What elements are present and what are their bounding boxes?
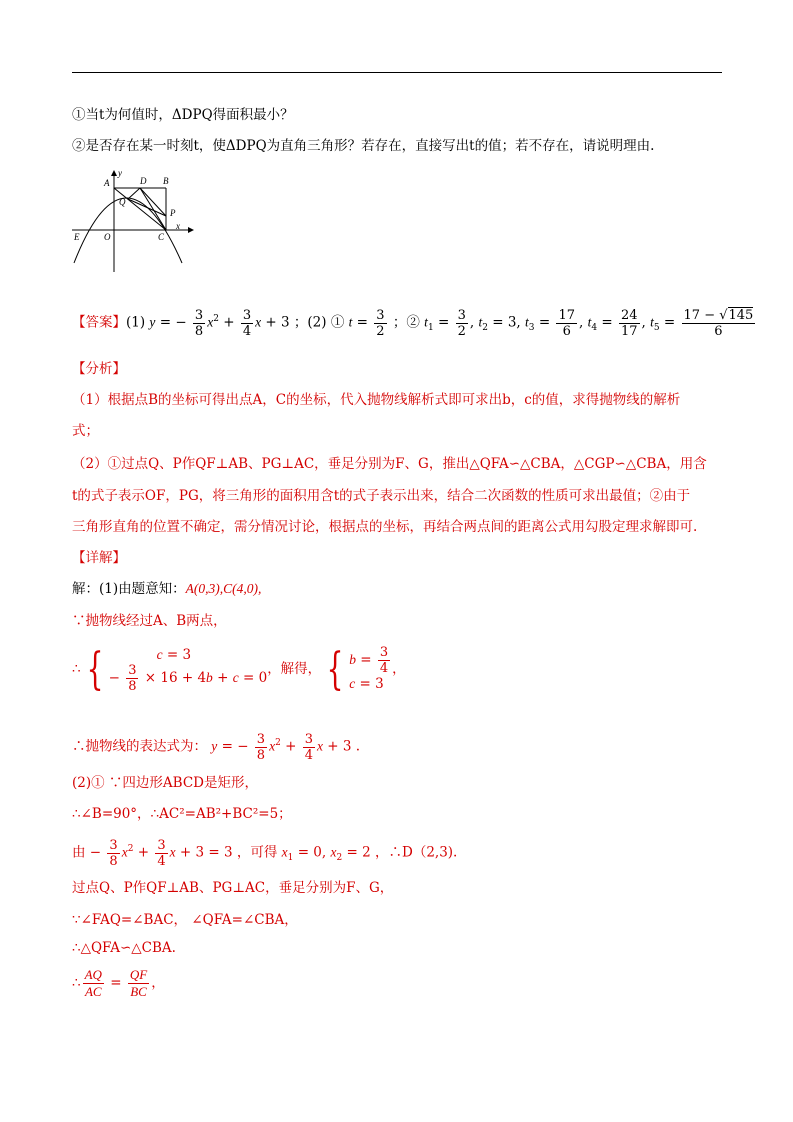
question-1: ①当t为何值时，ΔDPQ得面积最小？ <box>72 107 294 123</box>
detail-line-6: ∴∠B=90°，∴AC²=AB²+BC²=5； <box>72 806 292 822</box>
label-y: y <box>118 168 122 178</box>
analysis-line-5: 三角形直角的位置不确定，需分情况讨论，根据点的坐标，再结合两点间的距离公式用勾股定理求解即可. <box>72 519 698 535</box>
detail-line-10: ∴△QFA∽△CBA. <box>72 940 176 956</box>
answer-line: 【答案】(1) y = − $\frac{3}{8}$ $x^2$ + $\frac{3}{4}$ x + 3 ；(2) ① t = $\frac{3}{2}$ ；② $t_1$ = $\frac{3}{2}$ , $t_2 = 3$, $t_3$ = $\frac{17}{6}$ , $t_4$ = $\frac{24}{17}$ , $t_5$ = $\frac{17 - √145}{6}$ <box>72 307 754 339</box>
question-2: ②是否存在某一时刻t，使ΔDPQ为直角三角形？若存在，直接写出t的值；若不存在，请说明理由. <box>72 138 655 154</box>
label-p: P <box>170 208 176 218</box>
segment-qp <box>128 199 166 216</box>
label-q: Q <box>119 197 126 207</box>
analysis-line-3: （2）①过点Q、P作QF⊥AB、PG⊥AC，垂足分别为F、G，推出△QFA∽△CBA，△CGP∽△CBA，用含 <box>72 456 707 472</box>
analysis-line-1: （1）根据点B的坐标可得出点A，C的坐标，代入抛物线解析式即可求出b，c的值，求得抛物线的解析 <box>72 392 681 408</box>
analysis-line-2: 式； <box>72 423 99 439</box>
y-axis-arrow <box>111 170 117 176</box>
answer-tag: 【答案】 <box>72 314 126 331</box>
label-x: x <box>176 221 180 231</box>
detail-tag: 【详解】 <box>72 550 126 566</box>
segment-ac <box>114 188 166 230</box>
label-a: A <box>104 178 110 188</box>
header-rule <box>72 72 722 73</box>
detail-line-1: 解：(1)由题意知：A(0,3),C(4,0), <box>72 581 262 597</box>
label-e: E <box>74 232 80 242</box>
detail-line-7: 由 − $\frac{3}{8}$ $x^2$ + $\frac{3}{4}$ x + 3 = 3 ，可得 $x_1 = 0$, $x_2 = 2$ ，∴D（2,3). <box>72 837 458 869</box>
label-d: D <box>140 176 147 186</box>
detail-line-2: ∵抛物线经过A、B两点， <box>72 613 227 629</box>
label-b: B <box>163 176 169 186</box>
x-axis-arrow <box>188 227 194 233</box>
detail-line-11: ∴ $\frac{AQ}{AC}$ = $\frac{QF}{BC}$ ， <box>72 967 165 999</box>
detail-system: ∴ { c = 3 − $\frac{3}{8}$ × 16 + 4b + c = 0 ，解得， { b = $\frac{3}{4}$ c = 3 ， <box>72 643 406 695</box>
detail-line-9: ∵∠FAQ=∠BAC， ∠QFA=∠CBA， <box>72 912 298 928</box>
analysis-line-4: t的式子表示OF，PG，将三角形的面积用含t的式子表示出来，结合二次函数的性质可求出最值；②由于 <box>72 488 691 504</box>
detail-line-5: (2)① ∵四边形ABCD是矩形， <box>72 775 258 791</box>
segment-dc <box>140 188 166 230</box>
label-c: C <box>158 232 165 242</box>
segment-dq <box>128 188 140 199</box>
parabola-figure <box>70 168 195 276</box>
detail-line-4: ∴抛物线的表达式为： y = − $\frac{3}{8}$ $x^2$ + $\frac{3}{4}$ x + 3 . <box>72 731 361 763</box>
label-o: O <box>104 232 111 242</box>
analysis-tag: 【分析】 <box>72 361 126 377</box>
detail-line-8: 过点Q、P作QF⊥AB、PG⊥AC，垂足分别为F、G， <box>72 880 394 896</box>
